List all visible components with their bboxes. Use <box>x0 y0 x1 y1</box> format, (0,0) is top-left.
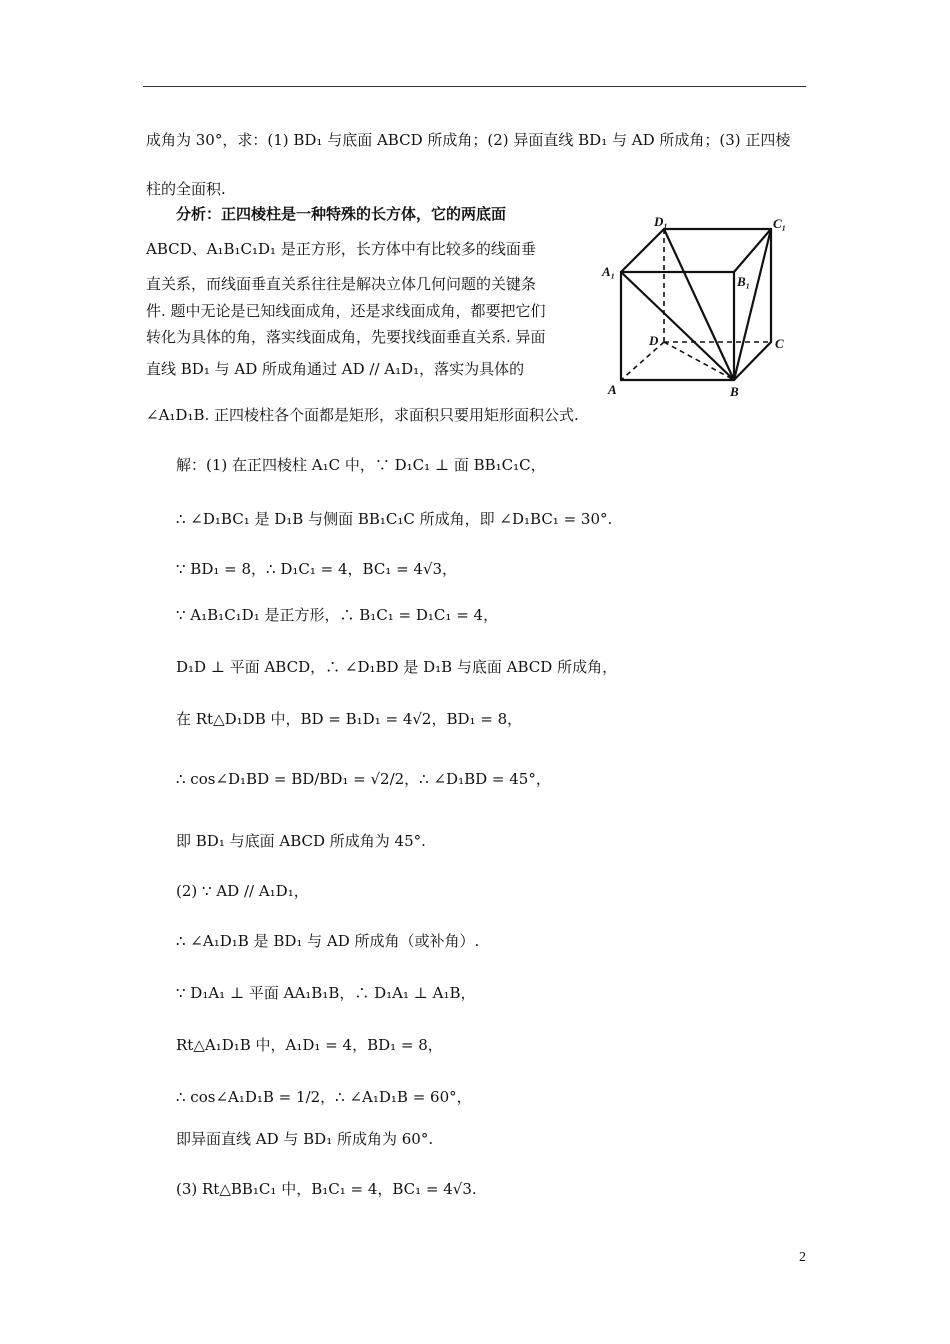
analysis-line-4: 件. 题中无论是已知线面成角，还是求线面成角，都要把它们 <box>146 302 546 320</box>
vertex-label-c1: C₁ <box>773 216 787 231</box>
text-line-2: 柱的全面积. <box>146 180 226 198</box>
solution-line-11: ∵ D₁A₁ ⊥ 平面 AA₁B₁B，∴ D₁A₁ ⊥ A₁B， <box>176 984 476 1002</box>
vertex-label-a1: A₁ <box>602 264 616 279</box>
vertex-label-d: D <box>649 333 659 348</box>
vertex-label-c: C <box>775 336 784 351</box>
vertex-label-b1: B₁ <box>737 274 751 289</box>
prism-figure <box>596 214 796 402</box>
analysis-line-5: 转化为具体的角，落实线面成角，先要找线面垂直关系. 异面 <box>146 328 546 346</box>
solution-line-6: 在 Rt△D₁DB 中，BD = B₁D₁ = 4√2，BD₁ = 8， <box>176 710 523 728</box>
text-line-1: 成角为 30°，求：(1) BD₁ 与底面 ABCD 所成角；(2) 异面直线 BD₁ 与 AD 所成角；(3) 正四棱 <box>146 131 791 149</box>
solution-line-9: (2) ∵ AD // A₁D₁， <box>176 882 309 900</box>
solution-line-4: ∵ A₁B₁C₁D₁ 是正方形，∴ B₁C₁ = D₁C₁ = 4， <box>176 606 499 624</box>
analysis-line-1: 分析：正四棱柱是一种特殊的长方体，它的两底面 <box>176 205 507 223</box>
solution-line-3: ∵ BD₁ = 8，∴ D₁C₁ = 4，BC₁ = 4√3， <box>176 560 458 578</box>
solution-line-12: Rt△A₁D₁B 中，A₁D₁ = 4，BD₁ = 8， <box>176 1036 443 1054</box>
analysis-line-3: 直关系，而线面垂直关系往往是解决立体几何问题的关键条 <box>146 275 537 293</box>
solution-line-5: D₁D ⊥ 平面 ABCD，∴ ∠D₁BD 是 D₁B 与底面 ABCD 所成角， <box>176 658 618 676</box>
solution-line-13: ∴ cos∠A₁D₁B = 1/2，∴ ∠A₁D₁B = 60°， <box>176 1088 472 1106</box>
solution-line-14: 即异面直线 AD 与 BD₁ 所成角为 60°. <box>176 1130 434 1148</box>
solution-line-15: (3) Rt△BB₁C₁ 中，B₁C₁ = 4，BC₁ = 4√3. <box>176 1180 477 1198</box>
header-rule <box>143 86 806 87</box>
solution-line-10: ∴ ∠A₁D₁B 是 BD₁ 与 AD 所成角（或补角）. <box>176 932 480 950</box>
page-number: 2 <box>799 1250 806 1265</box>
solution-line-7: ∴ cos∠D₁BD = BD/BD₁ = √2/2，∴ ∠D₁BD = 45°， <box>176 770 551 788</box>
solution-line-2: ∴ ∠D₁BC₁ 是 D₁B 与侧面 BB₁C₁C 所成角，即 ∠D₁BC₁ = 30°. <box>176 510 613 528</box>
analysis-line-2: ABCD、A₁B₁C₁D₁ 是正方形，长方体中有比较多的线面垂 <box>146 240 536 258</box>
analysis-line-6: 直线 BD₁ 与 AD 所成角通过 AD // A₁D₁，落实为具体的 <box>146 360 525 378</box>
analysis-line-7: ∠A₁D₁B. 正四棱柱各个面都是矩形，求面积只要用矩形面积公式. <box>146 406 579 424</box>
vertex-label-a: A <box>608 382 617 397</box>
vertex-label-d1: D₁ <box>654 214 668 229</box>
solution-line-1: 解：(1) 在正四棱柱 A₁C 中，∵ D₁C₁ ⊥ 面 BB₁C₁C， <box>176 456 546 474</box>
solution-line-8: 即 BD₁ 与底面 ABCD 所成角为 45°. <box>176 832 426 850</box>
vertex-label-b: B <box>730 384 739 399</box>
